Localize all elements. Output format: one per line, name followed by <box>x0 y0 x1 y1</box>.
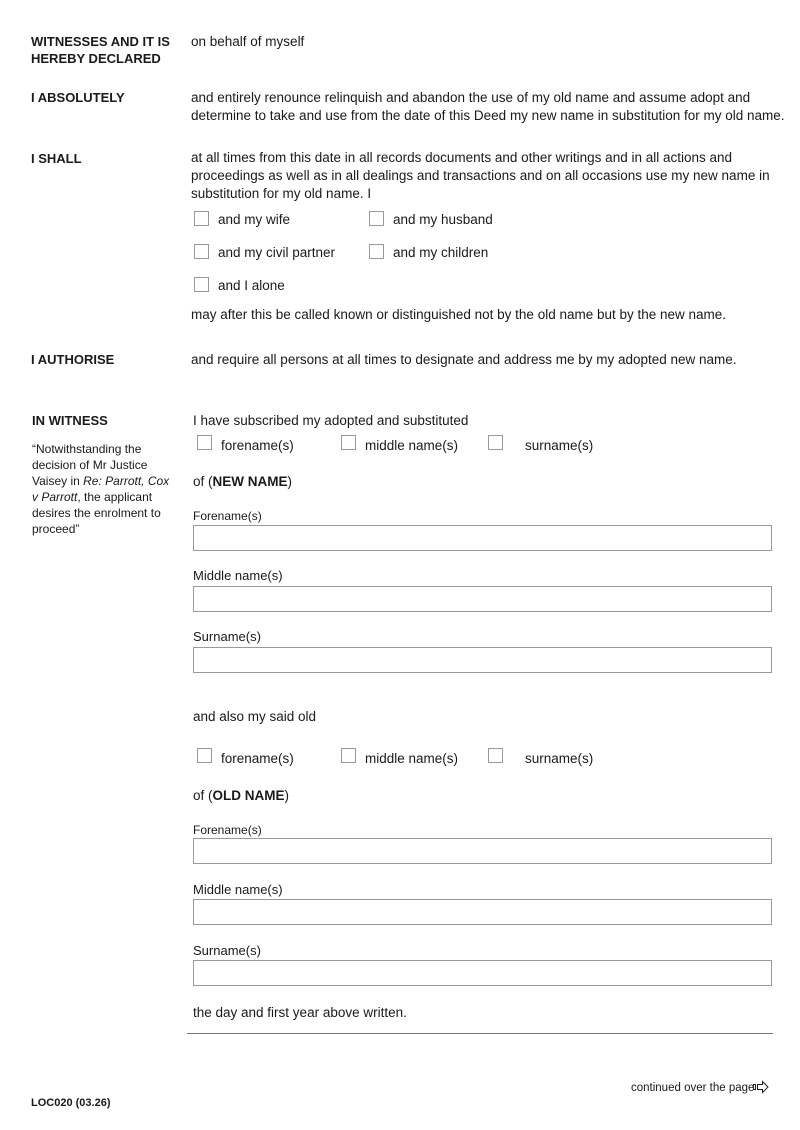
husband-checkbox[interactable] <box>369 211 384 226</box>
signature-rule <box>187 1033 773 1034</box>
old-forename-label: Forename(s) <box>193 823 262 837</box>
new-name-heading <box>193 473 292 491</box>
arrow-right-icon <box>753 1080 769 1099</box>
children-label: and my children <box>393 245 489 260</box>
in-witness-closing: the day and first year above written. <box>193 1005 407 1020</box>
old-surname-label: Surname(s) <box>193 943 261 958</box>
old-middle-field[interactable] <box>193 899 772 925</box>
side-note-case: Re: Parrott, Cox v Parrott <box>32 474 170 504</box>
witnesses-heading-line2: HEREBY DECLARED <box>31 51 161 66</box>
authorise-heading: I AUTHORISE <box>31 352 115 367</box>
old-middle-label: Middle name(s) <box>193 882 283 897</box>
civil-partner-checkbox[interactable] <box>194 244 209 259</box>
new-forename-label: Forename(s) <box>193 509 262 523</box>
arrow-right-icon-svg <box>753 1080 769 1094</box>
alone-label: and I alone <box>218 278 285 293</box>
witnesses-text: on behalf of myself <box>191 34 305 49</box>
new-middle-field[interactable] <box>193 586 772 612</box>
shall-line3: substitution for my old name. I <box>191 186 372 201</box>
old-surname-field[interactable] <box>193 960 772 986</box>
absolutely-heading: I ABSOLUTELY <box>31 90 125 105</box>
alone-checkbox[interactable] <box>194 277 209 292</box>
witnesses-heading <box>31 33 170 67</box>
shall-heading: I SHALL <box>31 151 82 166</box>
continued-text: continued over the page <box>631 1082 755 1094</box>
old-forename-field[interactable] <box>193 838 772 864</box>
old-forename-option-label: forename(s) <box>221 751 294 766</box>
side-note <box>32 441 172 537</box>
new-surname-checkbox[interactable] <box>488 435 503 450</box>
old-name-suffix: ) <box>284 788 290 803</box>
absolutely-line2: determine to take and use from the date of this Deed my new name in substitution for my old name. <box>191 108 785 123</box>
new-middle-checkbox[interactable] <box>341 435 356 450</box>
old-middle-option-label: middle name(s) <box>365 751 459 766</box>
old-middle-checkbox[interactable] <box>341 748 356 763</box>
side-note-part2: , the applicant desires the enrolment to proceed” <box>32 490 161 536</box>
civil-partner-label: and my civil partner <box>218 245 336 260</box>
new-surname-field[interactable] <box>193 647 772 673</box>
children-checkbox[interactable] <box>369 244 384 259</box>
shall-closing: may after this be called known or distinguished not by the old name but by the new name. <box>191 307 727 322</box>
witnesses-heading-line1: WITNESSES AND IT IS <box>31 34 170 49</box>
absolutely-text <box>191 89 785 125</box>
shall-text <box>191 149 770 203</box>
new-surname-label: Surname(s) <box>193 629 261 644</box>
new-middle-option-label: middle name(s) <box>365 438 459 453</box>
new-surname-option-label: surname(s) <box>525 438 594 453</box>
new-forename-checkbox[interactable] <box>197 435 212 450</box>
new-name-prefix: of ( <box>193 474 213 489</box>
old-forename-checkbox[interactable] <box>197 748 212 763</box>
new-forename-option-label: forename(s) <box>221 438 294 453</box>
old-name-heading <box>193 787 289 805</box>
shall-line2: proceedings as well as in all dealings and transactions and on all occasions use my new name in <box>191 168 770 183</box>
in-witness-intro: I have subscribed my adopted and substituted <box>193 413 469 428</box>
new-name-suffix: ) <box>287 474 293 489</box>
new-middle-label: Middle name(s) <box>193 568 283 583</box>
old-name-label: OLD NAME <box>212 788 285 803</box>
new-name-label: NEW NAME <box>212 474 288 489</box>
old-name-prefix: of ( <box>193 788 213 803</box>
old-surname-option-label: surname(s) <box>525 751 594 766</box>
side-note-part1: “Notwithstanding the decision of Mr Justice Vaisey in <box>32 442 148 488</box>
in-witness-heading: IN WITNESS <box>32 413 108 428</box>
husband-label: and my husband <box>393 212 493 227</box>
new-forename-field[interactable] <box>193 525 772 551</box>
shall-line1: at all times from this date in all records documents and other writings and in all actions and <box>191 150 733 165</box>
authorise-text: and require all persons at all times to designate and address me by my adopted new name. <box>191 352 737 367</box>
absolutely-line1: and entirely renounce relinquish and abandon the use of my old name and assume adopt and <box>191 90 751 105</box>
wife-label: and my wife <box>218 212 291 227</box>
form-code: LOC020 (03.26) <box>31 1097 111 1109</box>
also-text: and also my said old <box>193 709 317 724</box>
wife-checkbox[interactable] <box>194 211 209 226</box>
old-surname-checkbox[interactable] <box>488 748 503 763</box>
